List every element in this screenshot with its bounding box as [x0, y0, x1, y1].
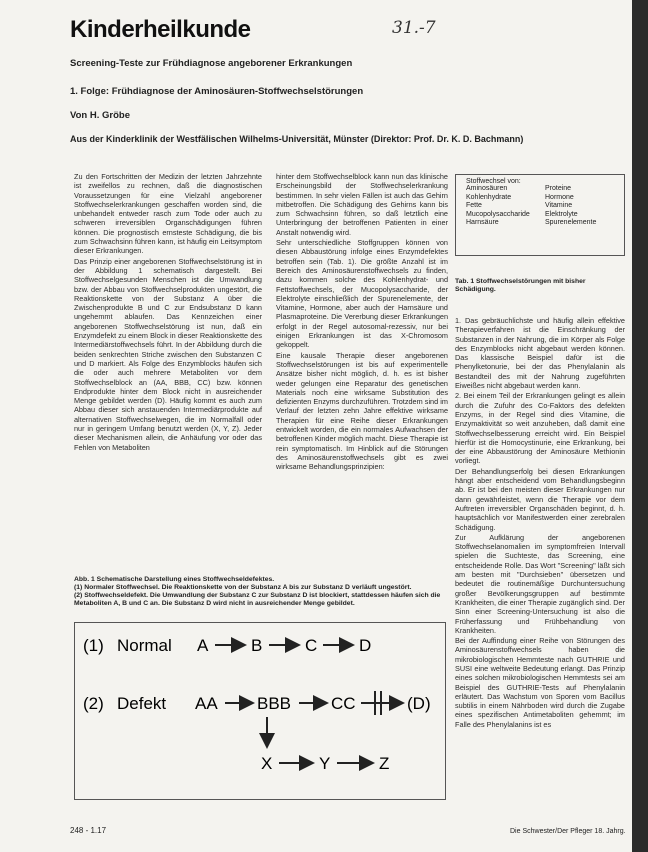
- affiliation: Aus der Kinderklinik der Westfälischen Wilhelms-Universität, Münster (Direktor: Prof. Dr. K. D. Bachmann): [70, 134, 524, 144]
- article-title: Screening-Teste zur Frühdiagnose angeborener Erkrankungen: [70, 58, 353, 69]
- paragraph: Bei der Auffindung einer Reihe von Störungen des Aminosäurenstoffwechsels haben die mikrobiologischen Hemmteste nach GUTHRIE und SUSI eine weltweite Bedeutung erlangt. Das Prinzip eines solchen mikrobiologischen Hemmtests sei am Beispiel des GUTHRIE-Tests auf Phenylalanin erläutert. Das Wachstum von Sporen vom Bacillus subtilis in einem Nährboden wird durch die Zugabe eines spezifischen Antimetaboliten gehemmt; im Falle des Phenylalanins ist es: [455, 636, 625, 729]
- paragraph: Eine kausale Therapie dieser angeborenen Stoffwechselstörungen ist bis auf experimentelle Ansätze bisher nicht möglich, d. h. es ist bisher weder gelungen eine Reparatur des genetischen Materials noch eine wirksame Substitution des defizienten Enzyms durchzuführen. Trotzdem sind im Verlauf der letzten zehn Jahre effektive wirksame Therapien für eine Reihe dieser Erkrankungen entwickelt worden, die ein normales Aufwachsen der betroffenen Kinder möglich macht. Diese Therapie ist rein symptomatisch. Im Hinblick auf die Störungen des Aminosäurenstoffwechsels gibt es zwei wirksame Behandlungsprinzipien:: [276, 350, 448, 472]
- table-cell: Spurenelemente: [545, 219, 597, 227]
- paragraph: Das Prinzip einer angeborenen Stoffwechselstörung ist in der Abbildung 1 schematisch dargestellt. Bei Stoffwechselgesunden Menschen ist die Umwandlung bzw. der Abbau von Stoffwechselprodukten ungestört, die Reaktionskette von der Substanz A über die Zwischenprodukte B und C zur Endsubstanz D kann ungehemmt ablaufen. Das Kennzeichen einer angeborenen Stoffwechselstörung ist nun, daß ein Enzymdefekt zu einem Block in dieser Reaktionskette des Intermediärstoffwechsels führt. In der Abbildung durch die beiden senkrechten Striche zwischen den Substanzen C und D markiert. Als Folge des Enzymblocks häufen sich die oder auch mehrere Metaboliten vor dem Stoffwechselblock an (AA, BBB, CC) bzw. können Endprodukte hinter dem Block nicht in ausreichender Menge gebildet werden (D). Häufig kommt es auch zum Abbau dieser sich anstauenden Intermediärprodukte auf alternativen Stoffwechselwegen, die im Normalfall oder nur in geringem Umfang benutzt werden (X, Y, Z). Jeder dieser Mechanismen allein, die Anhäufung vor oder das Fehlen von Metaboliten: [74, 256, 262, 452]
- row-number: (1): [83, 636, 104, 655]
- paragraph: Sehr unterschiedliche Stoffgruppen können von diesen Abbaustörung infolge eines Enzymdefektes betroffen sein (Tab. 1). Die größte Anzahl ist im Bereich des Aminosäurenstoffwechsels zu finden, dazu kommen solche des Kohlenhydrat- und Fettstoffwechsels, der Mucopolysaccharide, der Elektrolyte einschließlich der Spurenelemente, der Vitamine, Hormone, aber auch der Harnsäure und Plasmaproteine. Die Vererbung dieser Erkrankungen erfolgt in der Regel autosomal-rezessiv, nur bei einigen Erkrankungen ist das X-Chromosom gekoppelt.: [276, 238, 448, 350]
- text-column-3: [455, 316, 625, 816]
- substance-z: Z: [379, 754, 390, 773]
- figure-caption-title: Abb. 1 Schematische Darstellung eines Stoffwechseldefektes.: [74, 576, 275, 583]
- handwritten-note: 31.-7: [392, 18, 436, 38]
- text-column-2: [276, 172, 448, 473]
- metabolism-diagram: [75, 623, 445, 799]
- figure-caption-line: (2) Stoffwechseldefekt. Die Umwandlung der Substanz C zur Substanz D ist blockiert, stattdessen häufen sich die Metaboliten A, B und C an. Die Substanz D wird nicht in ausreichender Menge gebildet.: [74, 592, 441, 607]
- figure-1: [74, 622, 446, 800]
- table-cell: Fette: [466, 202, 482, 210]
- table-cell: Hormone: [545, 193, 574, 201]
- table-row: [456, 202, 624, 211]
- paragraph: Zur Aufklärung der angeborenen Stoffwechselanomalien im symptomfreien Intervall spielen die Suchteste, das Screening, eine entscheidende Rolle. Das Wort "Screening" läßt sich am besten mit "Durchsieben" übersetzen und bedeutet die routinemäßige Durchuntersuchung großer Bevölkerungsgruppen auf bestimmte Krankheiten, die einer Therapie zugänglich sind. Der Sinn einer Screening-Untersuchung ist also die Früherfassung und Frühbehandlung von Krankheiten.: [455, 532, 625, 635]
- figure-caption: [74, 576, 444, 608]
- paragraph: 1. Das gebräuchlichste und häufig allein effektive Therapieverfahren ist die Einschränkung der Substanzen in der Nahrung, die im Körper als Folge des Enzymblocks nicht abgebaut werden können. Das klassische Beispiel dafür ist die Phenylketonurie, bei der das Phenylalanin als Bestandteil des mit der Nahrung zugeführten Eiweißes nicht abgebaut werden kann.: [455, 316, 625, 391]
- article-part: 1. Folge: Frühdiagnose der Aminosäuren-Stoffwechselstörungen: [70, 86, 364, 97]
- table-cell: Elektrolyte: [545, 210, 578, 218]
- row-label: Defekt: [117, 694, 167, 713]
- table-cell: Proteine: [545, 185, 572, 192]
- table-cell: Harnsäure: [466, 219, 499, 227]
- table-cell: Vitamine: [545, 202, 573, 210]
- substance-c: C: [305, 636, 318, 655]
- table-header: Stoffwechsel von:: [466, 178, 521, 185]
- table-row: [456, 211, 624, 220]
- table-row: [456, 194, 624, 203]
- substance-c: CC: [331, 694, 356, 713]
- table-row: [456, 185, 624, 194]
- substance-x: X: [261, 754, 273, 773]
- row-label: Normal: [117, 636, 172, 655]
- figure-caption-line: (1) Normaler Stoffwechsel. Die Reaktionskette von der Substanz A bis zur Substanz D verläuft ungestört.: [74, 584, 412, 591]
- paragraph: Der Behandlungserfolg bei diesen Erkrankungen hängt aber entscheidend vom Behandlungsbeginn ab. Er ist bei den meisten dieser Erkrankungen nur dann gewährleistet, wenn die Therapie vor dem Auftreten irreversibler Organschäden beginnt, d. h. hauptsächlich vor Manifestwerden einer zerebralen Schädigung.: [455, 466, 625, 532]
- substance-b: B: [251, 636, 263, 655]
- table-caption: Tab. 1 Stoffwechselstörungen mit bisher Schädigung.: [455, 278, 586, 293]
- substance-a: AA: [195, 694, 218, 713]
- table-row: [456, 219, 624, 228]
- substance-y: Y: [319, 754, 331, 773]
- page-number: 248 - 1.17: [70, 826, 107, 835]
- table-cell: Mucopolysaccharide: [466, 210, 530, 218]
- substance-b: BBB: [257, 694, 292, 713]
- paragraph: hinter dem Stoffwechselblock kann nun das klinische Erscheinungsbild der Stoffwechselerkrankung bestimmen. In sehr vielen Fällen ist auch das Gehirn mitbetroffen. Die Schädigung des Gehirns kann bis zum Schwachsinn führen, so daß letztlich eine Unterbringung der betroffenen Patienten in einer Anstalt notwendig wird.: [276, 172, 448, 237]
- row-number: (2): [83, 694, 104, 713]
- footer-journal: Die Schwester/Der Pfleger 18. Jahrg.: [510, 828, 626, 835]
- journal-title: Kinderheilkunde: [70, 16, 251, 43]
- scan-edge: [632, 0, 648, 852]
- paragraph: Zu den Fortschritten der Medizin der letzten Jahrzehnte ist zweifellos zu rechnen, daß die diagnostischen Voraussetzungen für eine Vielzahl angeborener Stoffwechselerkrankungen geschaffen worden sind, die unbehandelt entweder rasch zum Tode oder auch zu schweren irreversiblen Organschädigungen führen können. Die prognostisch ernsteste Schädigung, die bis zum Schwachsinn führen kann, ist häufig ein Leitsymptom dieser Erkrankungen.: [74, 172, 262, 256]
- paragraph: 2. Bei einem Teil der Erkrankungen gelingt es allein durch die Zufuhr des Co-Faktors des defekten Enzyms, in der Regel sind dies Vitamine, die Enzymaktivität so weit anzuheben, daß damit eine Stoffwechselbesserung erreicht wird. Ein Beispiel hierfür ist die Homocystinurie, eine Erkrankung, bei der eine Abbaustörung der Aminosäure Methionin vorliegt.: [455, 391, 625, 466]
- text-column-1: [74, 172, 262, 453]
- table-1: [455, 174, 625, 256]
- author: Von H. Gröbe: [70, 110, 130, 121]
- substance-a: A: [197, 636, 209, 655]
- table-cell: Aminosäuren: [466, 185, 508, 192]
- table-cell: Kohlenhydrate: [466, 193, 512, 201]
- substance-d: D: [359, 636, 372, 655]
- substance-d: (D): [407, 694, 431, 713]
